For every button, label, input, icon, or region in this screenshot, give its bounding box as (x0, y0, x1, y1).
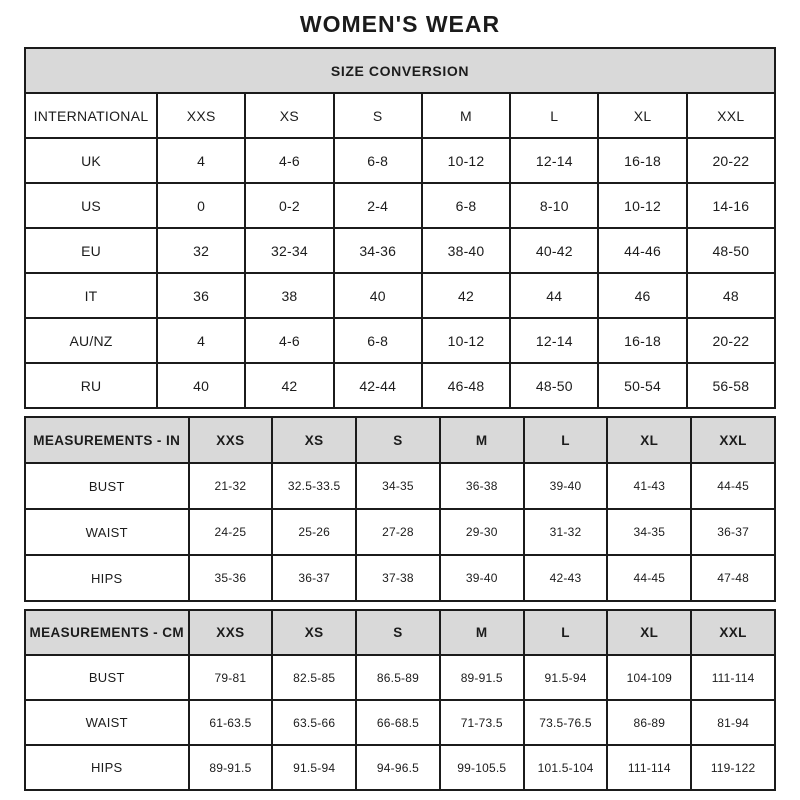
value-cell: 48-50 (687, 228, 775, 273)
table-row (25, 509, 775, 555)
value-cell: 71-73.5 (440, 700, 524, 745)
size-column-header: L (510, 93, 598, 138)
size-column-header: XXS (189, 417, 273, 463)
value-cell: 101.5-104 (524, 745, 608, 790)
value-cell: 6-8 (334, 318, 422, 363)
value-cell: 10-12 (598, 183, 686, 228)
table-row (25, 700, 775, 745)
tables-container (24, 47, 776, 791)
value-cell: 36 (157, 273, 245, 318)
value-cell: 36-37 (691, 509, 775, 555)
value-cell: 38-40 (422, 228, 510, 273)
size-column-header: S (334, 93, 422, 138)
size-column-header: S (356, 417, 440, 463)
value-cell: 6-8 (422, 183, 510, 228)
value-cell: 86.5-89 (356, 655, 440, 700)
value-cell: 16-18 (598, 138, 686, 183)
value-cell: 39-40 (524, 463, 608, 509)
value-cell: 61-63.5 (189, 700, 273, 745)
size-column-header: XXL (687, 93, 775, 138)
value-cell: 44-46 (598, 228, 686, 273)
size-column-header: S (356, 610, 440, 655)
value-cell: 119-122 (691, 745, 775, 790)
value-cell: 40 (157, 363, 245, 408)
row-label: EU (25, 228, 157, 273)
row-label: HIPS (25, 745, 189, 790)
value-cell: 12-14 (510, 318, 598, 363)
value-cell: 44-45 (691, 463, 775, 509)
value-cell: 89-91.5 (189, 745, 273, 790)
value-cell: 10-12 (422, 318, 510, 363)
size-column-header: L (524, 417, 608, 463)
value-cell: 39-40 (440, 555, 524, 601)
value-cell: 40-42 (510, 228, 598, 273)
value-cell: 91.5-94 (524, 655, 608, 700)
value-cell: 31-32 (524, 509, 608, 555)
value-cell: 56-58 (687, 363, 775, 408)
value-cell: 82.5-85 (272, 655, 356, 700)
header-row (25, 417, 775, 463)
size-column-header: XXL (691, 610, 775, 655)
table-banner: SIZE CONVERSION (25, 48, 775, 93)
value-cell: 4-6 (245, 138, 333, 183)
row-label: BUST (25, 655, 189, 700)
header-row (25, 610, 775, 655)
value-cell: 4-6 (245, 318, 333, 363)
value-cell: 4 (157, 318, 245, 363)
size-column-header: M (440, 417, 524, 463)
value-cell: 50-54 (598, 363, 686, 408)
value-cell: 111-114 (607, 745, 691, 790)
table-row (25, 655, 775, 700)
value-cell: 21-32 (189, 463, 273, 509)
table-row (25, 138, 775, 183)
value-cell: 89-91.5 (440, 655, 524, 700)
value-cell: 46-48 (422, 363, 510, 408)
size-column-header: XL (598, 93, 686, 138)
value-cell: 8-10 (510, 183, 598, 228)
value-cell: 47-48 (691, 555, 775, 601)
size-column-header: XXS (189, 610, 273, 655)
value-cell: 29-30 (440, 509, 524, 555)
value-cell: 48 (687, 273, 775, 318)
value-cell: 0 (157, 183, 245, 228)
measurements-in-table (24, 416, 776, 602)
size-column-header: XS (272, 417, 356, 463)
table-row (25, 363, 775, 408)
value-cell: 27-28 (356, 509, 440, 555)
value-cell: 34-36 (334, 228, 422, 273)
header-row (25, 93, 775, 138)
value-cell: 91.5-94 (272, 745, 356, 790)
value-cell: 20-22 (687, 138, 775, 183)
size-column-header: XXL (691, 417, 775, 463)
value-cell: 94-96.5 (356, 745, 440, 790)
value-cell: 42-43 (524, 555, 608, 601)
value-cell: 46 (598, 273, 686, 318)
value-cell: 66-68.5 (356, 700, 440, 745)
value-cell: 37-38 (356, 555, 440, 601)
value-cell: 25-26 (272, 509, 356, 555)
value-cell: 79-81 (189, 655, 273, 700)
measurements-cm-table (24, 609, 776, 791)
value-cell: 4 (157, 138, 245, 183)
table-row (25, 183, 775, 228)
value-cell: 41-43 (607, 463, 691, 509)
size-column-header: XS (272, 610, 356, 655)
table-row (25, 273, 775, 318)
value-cell: 42 (245, 363, 333, 408)
size-column-header: XL (607, 417, 691, 463)
value-cell: 16-18 (598, 318, 686, 363)
value-cell: 44-45 (607, 555, 691, 601)
size-column-header: XS (245, 93, 333, 138)
size-column-header: L (524, 610, 608, 655)
value-cell: 32-34 (245, 228, 333, 273)
value-cell: 35-36 (189, 555, 273, 601)
value-cell: 48-50 (510, 363, 598, 408)
table-row (25, 228, 775, 273)
value-cell: 42 (422, 273, 510, 318)
value-cell: 24-25 (189, 509, 273, 555)
row-label: HIPS (25, 555, 189, 601)
table-row (25, 745, 775, 790)
size-column-header: M (440, 610, 524, 655)
row-label: WAIST (25, 509, 189, 555)
row-label: RU (25, 363, 157, 408)
value-cell: 20-22 (687, 318, 775, 363)
value-cell: 10-12 (422, 138, 510, 183)
table-row (25, 463, 775, 509)
row-label: UK (25, 138, 157, 183)
value-cell: 40 (334, 273, 422, 318)
table-row (25, 555, 775, 601)
value-cell: 73.5-76.5 (524, 700, 608, 745)
corner-header: INTERNATIONAL (25, 93, 157, 138)
value-cell: 44 (510, 273, 598, 318)
row-label: WAIST (25, 700, 189, 745)
value-cell: 2-4 (334, 183, 422, 228)
value-cell: 0-2 (245, 183, 333, 228)
table-row (25, 318, 775, 363)
value-cell: 38 (245, 273, 333, 318)
size-column-header: XL (607, 610, 691, 655)
value-cell: 32 (157, 228, 245, 273)
value-cell: 32.5-33.5 (272, 463, 356, 509)
row-label: US (25, 183, 157, 228)
value-cell: 12-14 (510, 138, 598, 183)
banner-row (25, 48, 775, 93)
value-cell: 36-38 (440, 463, 524, 509)
value-cell: 111-114 (691, 655, 775, 700)
value-cell: 14-16 (687, 183, 775, 228)
size-conversion-table (24, 47, 776, 409)
value-cell: 81-94 (691, 700, 775, 745)
corner-header: MEASUREMENTS - IN (25, 417, 189, 463)
size-column-header: XXS (157, 93, 245, 138)
row-label: IT (25, 273, 157, 318)
corner-header: MEASUREMENTS - CM (25, 610, 189, 655)
value-cell: 104-109 (607, 655, 691, 700)
value-cell: 63.5-66 (272, 700, 356, 745)
value-cell: 36-37 (272, 555, 356, 601)
page-title: WOMEN'S WEAR (299, 11, 501, 37)
value-cell: 86-89 (607, 700, 691, 745)
row-label: BUST (25, 463, 189, 509)
value-cell: 42-44 (334, 363, 422, 408)
value-cell: 6-8 (334, 138, 422, 183)
size-column-header: M (422, 93, 510, 138)
row-label: AU/NZ (25, 318, 157, 363)
value-cell: 34-35 (607, 509, 691, 555)
value-cell: 34-35 (356, 463, 440, 509)
value-cell: 99-105.5 (440, 745, 524, 790)
